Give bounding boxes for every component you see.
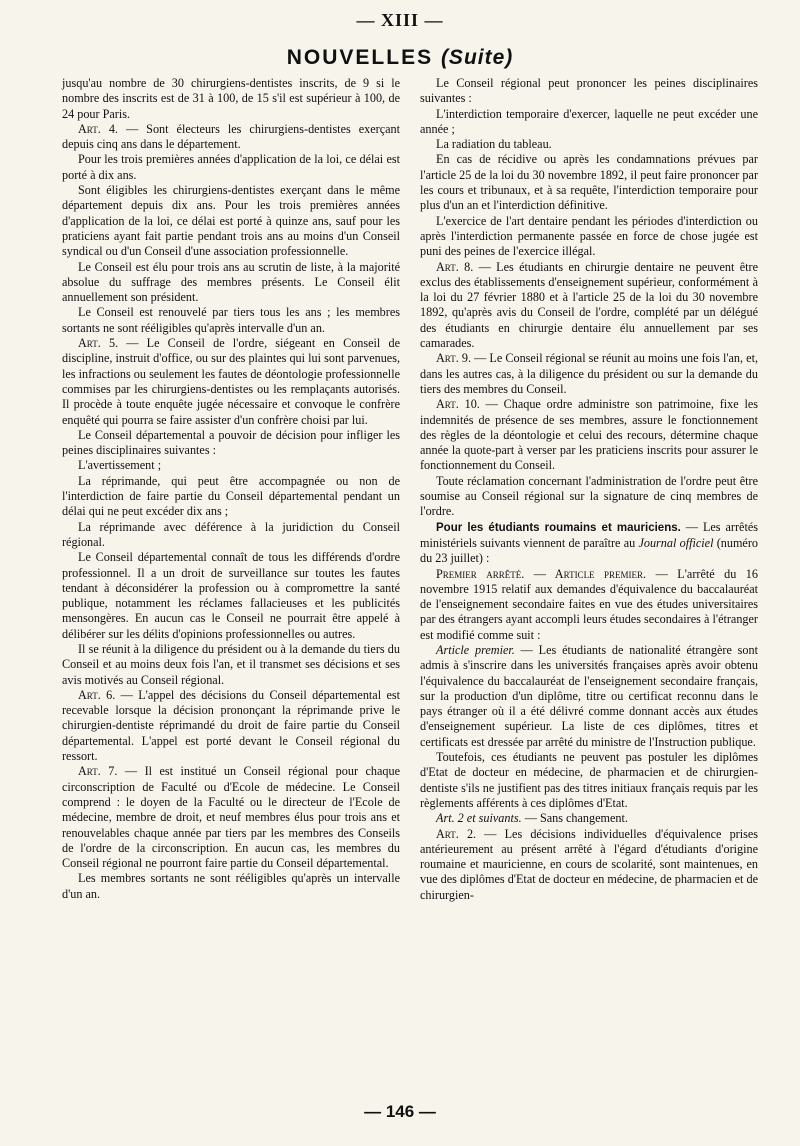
article-2 [420, 827, 758, 903]
news-item-students [420, 520, 758, 567]
paragraph: La réprimande, qui peut être accompagnée ou non de l'interdiction de faire partie du Conseil départemental pendant un délai qui ne peut excéder dix ans ; [62, 473, 400, 519]
paragraph: Le Conseil régional peut prononcer les peines disciplinaires suivantes : [420, 76, 758, 106]
paragraph: L'exercice de l'art dentaire pendant les périodes d'interdiction ou après l'interdiction permanente passée en force de chose jugée est puni des peines de l'exercice illégal. [420, 213, 758, 259]
article-label: Art. 7. [78, 764, 118, 779]
article-6 [62, 688, 400, 764]
paragraph: En cas de récidive ou après les condamnations prévues par l'article 25 de la loi du 30 novembre 1892, il peut faire prononcer par les cours et tribunaux, et à sa requête, l'interdiction temporaire pour plus d'un an et l'interdiction définitive. [420, 152, 758, 213]
decree-text: — L'arrêté du 16 novembre 1915 relatif aux demandes d'équivalence du baccalauréat de l'enseignement secondaire faites en vue des études universitaires par des étrangers ayant accompli leurs études secondaires à l'étranger est modifié comme suit : [420, 566, 758, 642]
article-text: — Les étudiants de nationalité étrangère sont admis à s'inscrire dans les universités françaises après avoir obtenu l'équivalence du baccalauréat de l'enseignement secondaire français, sur la production d'un diplôme, titre ou certificat reconnu dans le pays étranger où il a été délivré comme donnant accès aux études d'enseignement supérieur. La liste de ces diplômes, titres et certificats est dressée par arrêté du ministre de l'Instruction publique. [420, 642, 758, 749]
articles-2-suivants [420, 811, 758, 826]
paragraph: La réprimande avec déférence à la juridiction du Conseil régional. [62, 519, 400, 549]
roman-page-number: — XIII — [356, 10, 444, 30]
article-5 [62, 336, 400, 428]
article-premier [420, 643, 758, 750]
article-8 [420, 260, 758, 352]
article-label: Art. 8. [436, 259, 474, 274]
paragraph: L'avertissement ; [78, 458, 162, 473]
article-text: — L'appel des décisions du Conseil départemental est recevable lorsque la décision prononçant la réprimande prive le chirurgien-dentiste réprimandé du droit de faire partie du Conseil départemental. L'appel est porté devant le Conseil régional du ressort. [62, 687, 400, 764]
article-label: Art. 10. [436, 397, 480, 412]
right-column [420, 76, 758, 903]
paragraph: Le Conseil est élu pour trois ans au scrutin de liste, à la majorité absolue du suffrage des membres présents. Le Conseil élit annuellement son président. [62, 259, 400, 305]
article-label: Art. 2 et suivants. [436, 811, 522, 826]
article-label: Art. 9. [436, 351, 472, 366]
paragraph: Le Conseil est renouvelé par tiers tous les ans ; les membres sortants ne sont rééligibles qu'après intervalle d'un an. [62, 305, 400, 335]
article-text: — Il est institué un Conseil régional pour chaque circonscription de Faculté ou d'Ecole de médecine. Le Conseil comprend : le doyen de la Faculté ou le directeur de l'Ecole de médecine, membre de droit, et neuf membres élus pour trois ans et renouvelables chaque année par tiers par les membres des Conseils de l'ordre de la circonscription. En aucun cas, les membres du Conseil régional ne pourront faire partie du Conseil départemental. [62, 764, 401, 871]
article-text: — Chaque ordre administre son patrimoine, fixe les indemnités de présence de ses membres, assure le fonctionnement des règles de la déontologie et celui des recours, détermine chaque année la quote-part à verser par les praticiens inscrits pour assurer le fonctionnement du Conseil. [420, 397, 758, 473]
news-heading: Pour les étudiants roumains et mauriciens. [436, 521, 681, 534]
news-text: — Les arrêtés ministériels suivants viennent de paraître au [420, 519, 758, 550]
article-text: — Les décisions individuelles d'équivalence prises antérieurement au présent arrêté à l'égard d'étudiants d'origine roumaine et mauricienne, en cours de scolarité, sont maintenues, en vue des diplômes d'Etat de docteur en médecine, de pharmacien et de chirurgien- [420, 826, 759, 902]
paragraph: jusqu'au nombre de 30 chirurgiens-dentistes inscrits, de 9 si le nombre des inscrits est de 31 à 100, de 15 s'il est supérieur à 100, de 24 pour Paris. [62, 76, 400, 121]
section-subtitle: (Suite) [440, 46, 514, 69]
news-text: (numéro du 23 juillet) : [420, 535, 758, 566]
article-label: Art. 6. [78, 687, 116, 702]
page-number: — 146 — [364, 1102, 436, 1121]
article-text: — Sont électeurs les chirurgiens-dentistes exerçant depuis cinq ans dans le département. [62, 121, 401, 152]
paragraph: L'interdiction temporaire d'exercer, laquelle ne peut excéder une année ; [420, 106, 758, 136]
paragraph: Il se réunit à la diligence du président ou à la demande du tiers du Conseil et au moins deux fois l'an, et il transmet ses décisions et ses avis motivés au Conseil régional. [62, 641, 400, 687]
journal-title: Journal officiel [638, 535, 714, 550]
decree-label: Premier arrêté. — Article premier. [436, 566, 647, 581]
paragraph: La radiation du tableau. [436, 137, 552, 152]
article-10 [420, 397, 758, 473]
left-column [62, 76, 400, 902]
article-7 [62, 764, 400, 871]
article-label: Article premier. [436, 642, 515, 657]
article-label: Art. 4. [78, 121, 118, 136]
section-title: NOUVELLES [286, 46, 434, 69]
paragraph: Le Conseil départemental a pouvoir de décision pour infliger les peines disciplinaires suivantes : [62, 427, 400, 458]
paragraph: Les membres sortants ne sont rééligibles qu'après un intervalle d'un an. [62, 871, 400, 901]
first-decree [420, 567, 758, 643]
paragraph: Sont éligibles les chirurgiens-dentistes exerçant dans le même département depuis dix ans. Pour les trois premières années d'application de la loi, ce délai est porté à quinze ans, sauf pour les praticiens ayant fait partie pendant trois ans au moins d'un Conseil syndical ou d'un Conseil d'une association professionnelle. [62, 183, 400, 259]
article-text: — Le Conseil régional se réunit au moins une fois l'an, et, dans les autres cas, à la diligence du président ou sur la demande du tiers des membres du Conseil. [420, 351, 759, 396]
paragraph: Toutefois, ces étudiants ne peuvent pas postuler les diplômes d'Etat de docteur en médecine, de pharmacien et de chirurgien-dentiste s'ils ne justifient pas des titres initiaux français requis par les règlements afférents à ces diplômes d'Etat. [420, 750, 758, 810]
paragraph: Toute réclamation concernant l'administration de l'ordre peut être soumise au Conseil régional sur la signature de cinq membres de l'ordre. [420, 473, 758, 519]
article-text: — Le Conseil de l'ordre, siégeant en Conseil de discipline, instruit d'office, ou sur des plaintes qui lui sont parvenues, les infractions ou seulement les fautes de déontologie professionnelle commises par les chirurgiens-dentistes ou les remplaçants autorisés. Il procède à toute enquête jugée nécessaire et convoque le confrère enquêté qui pourra se faire assister d'un confrère choisi par lui. [62, 336, 400, 427]
article-label: Art. 5. [78, 336, 119, 351]
article-text: — Les étudiants en chirurgie dentaire ne peuvent être exclus des établissements d'enseignement supérieur, conformément à la loi du 27 février 1880 et à l'article 25 de la loi du 30 novembre 1892, qu'après avis du Conseil de l'ordre, complété par un délégué des étudiants en chirurgie dentaire élu annuellement par ses camarades. [420, 259, 758, 351]
article-4 [62, 122, 400, 153]
article-text: — Sans changement. [521, 811, 628, 826]
article-9 [420, 351, 758, 397]
article-label: Art. 2. [436, 826, 477, 841]
section-header [0, 46, 800, 70]
paragraph: Pour les trois premières années d'application de la loi, ce délai est porté à dix ans. [62, 152, 400, 182]
paragraph: Le Conseil départemental connaît de tous les différends d'ordre professionnel. Il a un droit de surveillance sur toutes les fautes tendant à déconsidérer la profession ou à compromettre la santé publique, notamment les réclames fallacieuses et les publicités mensongères. En aucun cas le Conseil ne pourrait être appelé à délibérer sur les délits d'opinions professionnelles ou autres. [62, 550, 400, 641]
